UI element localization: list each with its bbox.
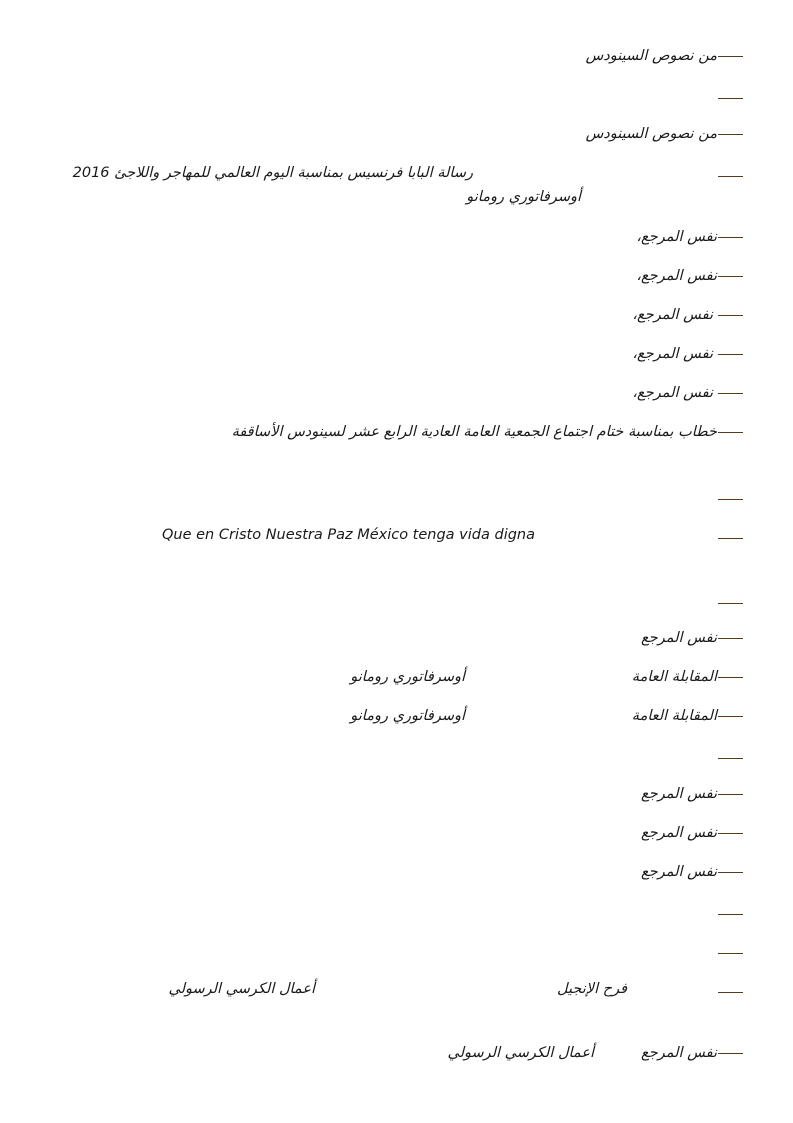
footnote-publication: أعمال الكرسي الرسولي: [447, 1045, 594, 1061]
footnote-rule: [718, 393, 743, 394]
footnote: [0, 706, 793, 728]
footnote-rule: [718, 276, 743, 277]
footnote: [0, 165, 793, 205]
footnote: [0, 124, 793, 146]
footnote-text: نفس المرجع،: [632, 307, 713, 323]
footnote-rule: [718, 134, 743, 135]
footnote-rule: [718, 914, 743, 915]
footnote-text: خطاب بمناسبة ختام اجتماع الجمعية العامة العادية الرابع عشر لسينودس الأساقفة: [231, 424, 717, 440]
footnote-rule: [718, 638, 743, 639]
footnote: [0, 489, 793, 511]
footnote: [0, 266, 793, 288]
footnote: [0, 593, 793, 615]
footnote-text: فرح الإنجيل: [557, 981, 627, 997]
footnote-rule: [718, 794, 743, 795]
footnote-rule: [718, 758, 743, 759]
footnote-rule: [718, 354, 743, 355]
footnote: [0, 628, 793, 650]
footnote: [0, 528, 793, 550]
footnote: [0, 46, 793, 68]
footnote-publication: أوسرفاتوري رومانو: [350, 708, 465, 724]
footnote-rule: [718, 1053, 743, 1054]
footnote: [0, 982, 793, 1004]
footnote-rule: [718, 315, 743, 316]
footnote: [0, 748, 793, 770]
footnote-text: نفس المرجع: [641, 786, 717, 802]
footnote: [0, 943, 793, 965]
footnote-rule: [718, 538, 743, 539]
footnote-text: من نصوص السينودس: [585, 48, 717, 64]
footnote-rule: [718, 833, 743, 834]
footnote: [0, 383, 793, 405]
footnote: [0, 422, 793, 444]
footnote: [0, 227, 793, 249]
footnote: [0, 1043, 793, 1065]
footnote-text: المقابلة العامة: [631, 708, 717, 724]
footnote-rule: [718, 56, 743, 57]
footnote-text: نفس المرجع: [641, 630, 717, 646]
footnote: [0, 344, 793, 366]
footnote-text: نفس المرجع: [641, 864, 717, 880]
footnote-rule: [718, 176, 743, 177]
footnote: [0, 784, 793, 806]
footnote-rule: [718, 992, 743, 993]
footnote-text: نفس المرجع،: [632, 385, 713, 401]
footnote-text: نفس المرجع،: [636, 229, 717, 245]
footnote-text: من نصوص السينودس: [585, 126, 717, 142]
footnote-rule: [718, 953, 743, 954]
footnote: [0, 862, 793, 884]
footnote-rule: [718, 872, 743, 873]
footnote-rule: [718, 237, 743, 238]
footnote-rule: [718, 432, 743, 433]
footnote: [0, 667, 793, 689]
footnote-rule: [718, 677, 743, 678]
footnote-text: نفس المرجع،: [636, 268, 717, 284]
footnote: [0, 823, 793, 845]
footnote-publication: أوسرفاتوري رومانو: [466, 189, 581, 205]
footnote-text: المقابلة العامة: [631, 669, 717, 685]
footnote-text: Que en Cristo Nuestra Paz México tenga vida digna: [162, 527, 535, 543]
footnote-text: رسالة البابا فرنسيس بمناسبة اليوم العالمي للمهاجر واللاجئ 2016: [72, 165, 473, 181]
footnote-rule: [718, 716, 743, 717]
footnote-text: نفس المرجع،: [632, 346, 713, 362]
footnote-text: نفس المرجع: [641, 1045, 717, 1061]
footnote-text: نفس المرجع: [641, 825, 717, 841]
footnote-rule: [718, 603, 743, 604]
footnote: [0, 305, 793, 327]
footnote: [0, 88, 793, 110]
footnote: [0, 904, 793, 926]
footnote-publication: أعمال الكرسي الرسولي: [168, 981, 315, 997]
footnote-publication: أوسرفاتوري رومانو: [350, 669, 465, 685]
footnote-rule: [718, 98, 743, 99]
footnote-rule: [718, 499, 743, 500]
